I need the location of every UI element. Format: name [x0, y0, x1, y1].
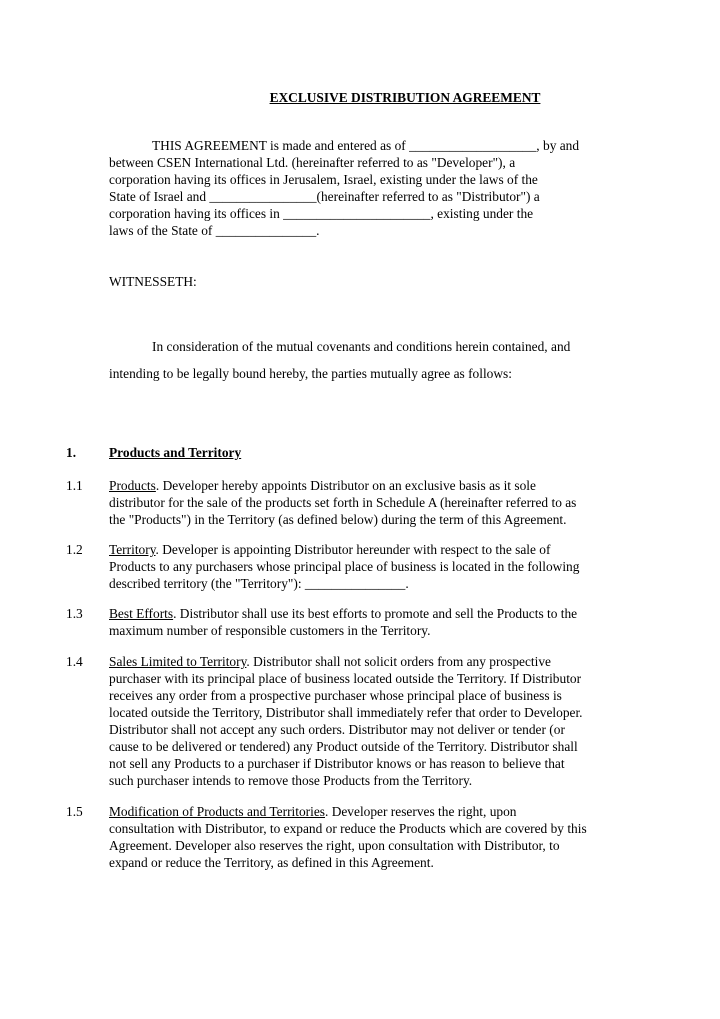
- section-number: 1.: [66, 445, 77, 460]
- clause-number: 1.5: [66, 804, 83, 819]
- clause-number: 1.4: [66, 654, 83, 669]
- clause-text: . Developer reserves the right, upon: [325, 804, 517, 819]
- clause-first-line: [109, 477, 536, 494]
- clause-line: located outside the Territory, Distributor shall immediately refer that order to Developer.: [109, 705, 583, 720]
- clause-line: receives any order from a prospective purchaser whose principal place of business is: [109, 688, 562, 703]
- clause-first-line: [109, 541, 550, 558]
- clause-text: . Developer is appointing Distributor hereunder with respect to the sale of: [155, 542, 551, 557]
- clause-heading: Products: [109, 478, 156, 493]
- clause-text: . Distributor shall not solicit orders from any prospective: [246, 654, 551, 669]
- clause-line: Products to any purchasers whose principal place of business is located in the following: [109, 559, 580, 574]
- clause-number: 1.3: [66, 606, 83, 621]
- clause-line: Distributor shall not accept any such orders. Distributor may not deliver or tender (or: [109, 722, 565, 737]
- clause-line: consultation with Distributor, to expand or reduce the Products which are covered by this: [109, 821, 587, 836]
- intro-line: corporation having its offices in Jerusalem, Israel, existing under the laws of the: [109, 172, 538, 187]
- clause-line: not sell any Products to a purchaser if Distributor knows or has reason to believe that: [109, 756, 565, 771]
- intro-line: corporation having its offices in ______________________, existing under the: [109, 206, 534, 221]
- intro-line: State of Israel and ________________(hereinafter referred to as "Distributor") a: [109, 189, 540, 204]
- clause-first-line: [109, 803, 517, 820]
- clause-line: distributor for the sale of the products set forth in Schedule A (hereinafter referred to as: [109, 495, 577, 510]
- clause-heading: Sales Limited to Territory: [109, 654, 247, 669]
- clause-line: maximum number of responsible customers in the Territory.: [109, 623, 431, 638]
- clause-text: . Developer hereby appoints Distributor on an exclusive basis as it sole: [155, 478, 536, 493]
- clause-heading: Modification of Products and Territories: [109, 804, 325, 819]
- clause-first-line: [109, 605, 577, 622]
- clause-text: . Distributor shall use its best efforts to promote and sell the Products to the: [173, 606, 578, 621]
- clause-line: such purchaser intends to remove those Products from the Territory.: [109, 773, 473, 788]
- clause-line: purchaser with its principal place of business located outside the Territory. If Distributor: [109, 671, 582, 686]
- clause-line: expand or reduce the Territory, as defined in this Agreement.: [109, 855, 434, 870]
- intro-line: THIS AGREEMENT is made and entered as of ___________________, by and: [152, 138, 580, 153]
- clause-line: described territory (the "Territory"): _______________.: [109, 576, 409, 591]
- witnesseth-heading: WITNESSETH:: [109, 274, 197, 289]
- section-title: Products and Territory: [109, 445, 242, 460]
- consideration-line: intending to be legally bound hereby, the parties mutually agree as follows:: [109, 366, 512, 381]
- clause-line: cause to be delivered or tendered) any Product outside of the Territory. Distributor shall: [109, 739, 578, 754]
- clause-line: Agreement. Developer also reserves the right, upon consultation with Distributor, to: [109, 838, 560, 853]
- clause-heading: Best Efforts: [109, 606, 174, 621]
- clause-first-line: [109, 653, 551, 670]
- clause-number: 1.1: [66, 478, 83, 493]
- clause-heading: Territory: [109, 542, 156, 557]
- document-title: EXCLUSIVE DISTRIBUTION AGREEMENT: [269, 90, 541, 105]
- consideration-line: In consideration of the mutual covenants and conditions herein contained, and: [152, 339, 571, 354]
- intro-line: laws of the State of _______________.: [109, 223, 320, 238]
- clause-number: 1.2: [66, 542, 83, 557]
- clause-line: the "Products") in the Territory (as defined below) during the term of this Agreement.: [109, 512, 567, 527]
- intro-line: between CSEN International Ltd. (hereinafter referred to as "Developer"), a: [109, 155, 516, 170]
